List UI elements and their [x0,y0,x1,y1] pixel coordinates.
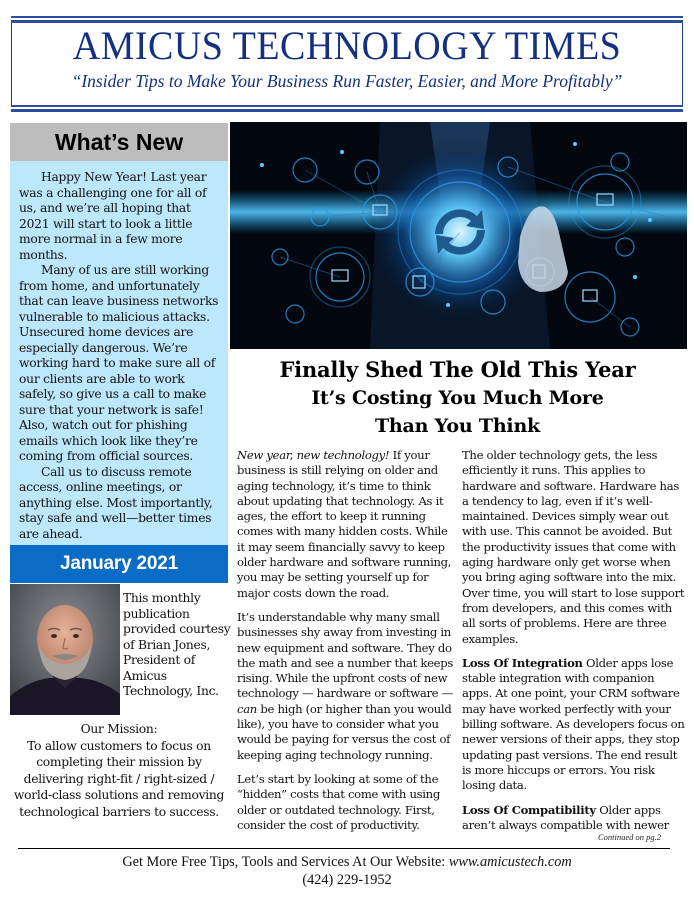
publisher-courtesy-note: This monthly publication provided courtesy of Brian Jones, President of Amicus Technology, Inc. [123,591,231,698]
article-paragraph [462,656,687,794]
mission-text: To allow customers to focus on completing their mission by delivering right-fit / right-sized / world-class solutions and removing technological barriers to success. [13,738,225,819]
phone-number[interactable]: (424) 229-1952 [302,872,392,888]
mission-statement [10,721,228,820]
article-paragraph [237,448,455,601]
whats-new-paragraph: Many of us are still working from home, and unfortunately that can leave business networks vulnerable to malicious attacks. Unsecured home devices are especially dangerous. We’re working hard to make sure all of our clients are able to work safely, so give us a call to make sure that your network is safe! Also, watch out for phishing emails which look like they’re coming from official sources. [19,263,219,463]
article-paragraph: Let’s start by looking at some of the “hidden” costs that come with using older or outdated technology. First, consider the cost of productivity. [237,771,440,832]
newsletter-title: AMICUS TECHNOLOGY TIMES [72,23,622,68]
masthead-top-rule [11,16,683,23]
article-paragraph: The older technology gets, the less efficiently it runs. This applies to hardware and software. Hardware has a tendency to lag, even if it’s well-maintained. Devices simply wear out with use. This cannot be avoided. But the productivity issues that come with aging hardware only get worse when you bring aging software into the mix. Over time, you will start to lose support from developers, and this comes with all sorts of problems. Here are three examples. [462,448,685,646]
footer-divider [18,848,670,849]
continued-on-note: Continued on pg.2 [598,832,662,842]
headline-line-3: Than You Think [374,415,541,437]
article-text: be high (or higher than you would like), you have to consider what you would be paying for versus the cost of keeping aging technology running. [237,701,452,762]
masthead [11,16,683,112]
footer-text: Get More Free Tips, Tools and Services At Our Website: [122,854,449,870]
whats-new-heading: What’s New [54,128,184,155]
article-text: It’s understandable why many small businesses shy away from investing in new equipment and software. They do the math and see a number that keeps rising. While the upfront costs of new technology — hardware or software — [237,609,453,701]
article-text: If your business is still relying on older and aging technology, it’s time to think about updating that technology. As it ages, the effort to keep it running comes with many hidden costs. While it may seem financially savvy to keep older hardware and software running, you may be setting yourself up for major costs down the road. [237,448,452,600]
hero-illustration [230,122,687,349]
whats-new-header [10,123,228,161]
subheading-loss-of-integration: Loss Of Integration [462,655,583,670]
subheading-loss-of-compatibility: Loss Of Compatibility [462,802,596,817]
article-text: Older apps lose stable integration with companion apps. At one point, your CRM software may have worked perfectly with your billing software. As developers focus on newer versions of their apps, they stop updating past versions. The end result is more hiccups or errors. You risk losing data. [462,655,685,793]
whats-new-box [10,123,228,545]
whats-new-body [10,161,228,542]
author-portrait [10,584,120,715]
article-column-1 [237,448,455,842]
article-lead-in: New year, new technology! [237,448,390,462]
article-column-2 [462,448,687,842]
article-headline [230,356,685,440]
headline-line-1: Finally Shed The Old This Year [279,357,636,382]
website-link[interactable]: www.amicustech.com [448,854,572,870]
footer-website-line [0,853,694,871]
whats-new-paragraph: Happy New Year! Last year was a challenging one for all of us, and we’re all hoping that 2021 will start to look a little more normal in a few more months. [19,170,207,262]
portrait-image [10,584,120,715]
footer [0,853,694,889]
article-paragraph [462,803,687,834]
whats-new-paragraph: Call us to discuss remote access, online meetings, or anything else. Most importantly, stay safe and well—better times are ahead. [19,464,213,541]
article-text: Older apps aren’t always compatible with newer [462,802,669,832]
article-paragraph [237,610,455,763]
issue-date-banner [10,545,228,583]
mission-heading: Our Mission: [80,722,158,736]
hero-image [230,122,687,349]
masthead-bottom-rule [11,105,683,112]
newsletter-tagline: “Insider Tips to Make Your Business Run Faster, Easier, and More Profitably” [71,71,623,91]
emphasis-text: can [237,701,257,716]
headline-line-2: It’s Costing You Much More [311,387,604,409]
issue-date: January 2021 [59,553,179,574]
